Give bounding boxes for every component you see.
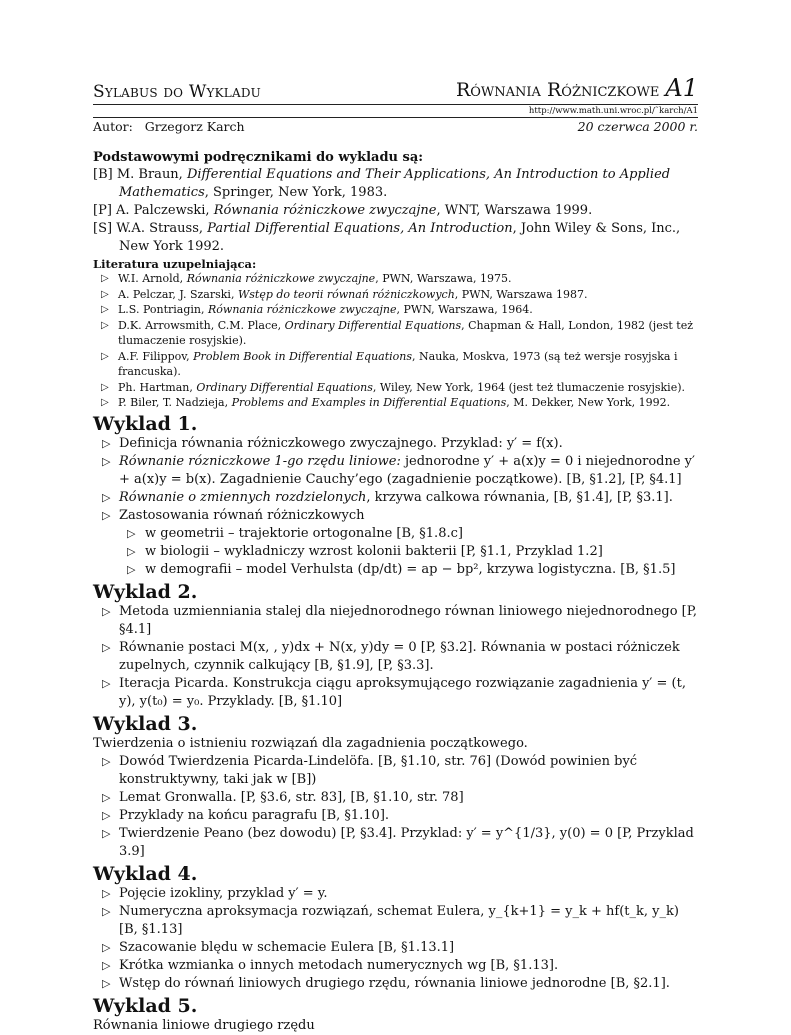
lit-item [93, 349, 698, 380]
header-right-title [456, 74, 698, 102]
ref-title: Differential Equations and Their Applications, An Introduction to Applied Mathematics [119, 167, 671, 200]
lecture-5-intro: Równania liniowe drugiego rzędu [93, 1017, 315, 1033]
item-text: Metoda uzmienniania stalej dla niejednorodnego równan liniowego niejednorodnego [P, §4.1] [119, 603, 697, 637]
item-text: Przyklady na końcu paragrafu [B, §1.10]. [119, 807, 390, 823]
lecture-3-item [93, 825, 698, 861]
syllabus-page [93, 72, 698, 1035]
triangle-bullet-icon: ▷ [102, 826, 111, 840]
item-text: Zastosowania równań różniczkowych [119, 507, 365, 523]
lecture-1-item [93, 435, 698, 453]
lecture-3-intro: Twierdzenia o istnieniu rozwiązań dla zagadnienia początkowego. [93, 735, 528, 751]
lecture-4-item [93, 885, 698, 903]
lit-title-text: Ordinary Differential Equations [284, 318, 462, 332]
author [93, 119, 245, 135]
item-text: Iteracja Picarda. Konstrukcja ciągu aproksymującego rozwiązanie zagadnienia y′ = (t, y), y(t₀) = y₀. Przyklady. [B, §1.10] [119, 675, 686, 709]
lecture-3-item [93, 753, 698, 789]
main-ref-item [93, 166, 698, 202]
ref-rest: , John Wiley & Sons, Inc., New York 1992. [119, 221, 681, 254]
lit-item [93, 395, 698, 411]
lit-list [93, 271, 698, 411]
lecture-3-item [93, 789, 698, 807]
ref-key: [B] [93, 167, 113, 182]
triangle-bullet-icon: ▷ [102, 904, 111, 918]
author-label: Autor: [93, 119, 133, 134]
author-name: Grzegorz Karch [144, 119, 245, 134]
ref-key: [P] [93, 203, 112, 218]
ref-key: [S] [93, 221, 113, 236]
triangle-bullet-icon: ▷ [101, 319, 109, 331]
lit-authors: D.K. Arrowsmith, C.M. Place, [118, 318, 282, 332]
triangle-bullet-icon: ▷ [101, 304, 109, 315]
triangle-bullet-icon: ▷ [102, 940, 111, 954]
lit-authors: A. Pelczar, J. Szarski, [118, 287, 235, 301]
triangle-bullet-icon: ▷ [102, 808, 111, 822]
lit-item [93, 302, 698, 318]
lecture-4-item [93, 903, 698, 939]
lit-title-text: Wstęp do teorii równań różniczkowych [237, 287, 455, 301]
triangle-bullet-icon: ▷ [101, 381, 109, 393]
item-italic: Równanie rózniczkowe 1-go rzędu liniowe: [119, 453, 401, 469]
lecture-1-subitem [93, 561, 698, 579]
triangle-bullet-icon: ▷ [101, 397, 109, 408]
lit-item [93, 287, 698, 303]
header-left-title: Sylabus do Wykladu [93, 82, 261, 102]
lecture-5-heading: Wyklad 5. [93, 994, 198, 1017]
lit-item [93, 271, 698, 287]
item-text: Lemat Gronwalla. [P, §3.6, str. 83], [B, §1.10, str. 78] [119, 789, 464, 805]
lit-authors: L.S. Pontriagin, [118, 303, 205, 316]
main-refs-list [93, 166, 698, 256]
item-italic: Równanie o zmiennych rozdzielonych [119, 489, 367, 505]
main-ref-item [93, 202, 698, 220]
lit-authors: W.I. Arnold, [118, 272, 184, 285]
lecture-3-heading: Wyklad 3. [93, 712, 198, 735]
item-text: Numeryczna aproksymacja rozwiązań, schemat Eulera, y_{k+1} = y_k + hf(t_k, y_k) [B, §1.13] [119, 903, 679, 937]
item-text: Krótka wzmianka o innych metodach numerycznych wg [B, §1.13]. [119, 957, 559, 973]
triangle-bullet-icon: ▷ [127, 526, 136, 540]
item-text: Dowód Twierdzenia Picarda-Lindelöfa. [B, §1.10, str. 76] (Dowód powinien być konstruktywny, taki jak w [B]) [119, 753, 638, 787]
triangle-bullet-icon: ▷ [127, 562, 136, 576]
lecture-2-item [93, 675, 698, 711]
ref-rest: , WNT, Warszawa 1999. [436, 203, 593, 218]
lit-title: Literatura uzupelniająca: [93, 257, 257, 271]
lit-rest: , Wiley, New York, 1964 (jest też tlumaczenie rosyjskie). [372, 380, 686, 394]
item-text: w biologii – wykladniczy wzrost kolonii bakterii [P, §1.1, Przyklad 1.2] [145, 543, 603, 559]
triangle-bullet-icon: ▷ [102, 958, 111, 972]
course-code: A1 [665, 74, 698, 102]
triangle-bullet-icon: ▷ [101, 273, 109, 284]
lit-rest: , M. Dekker, New York, 1992. [506, 396, 671, 409]
item-text: Równanie postaci M(x, , y)dx + N(x, y)dy = 0 [P, §3.2]. Równania w postaci różniczek zupelnych, czynnik calkujący [B, §1.9], [P, §3.3]. [119, 639, 680, 673]
lit-authors: Ph. Hartman, [118, 380, 193, 394]
lecture-1-heading: Wyklad 1. [93, 412, 198, 435]
ref-authors: M. Braun, [116, 167, 183, 182]
triangle-bullet-icon: ▷ [101, 288, 109, 300]
triangle-bullet-icon: ▷ [102, 754, 111, 768]
lit-rest: , Chapman & Hall, London, 1982 (jest też tlumaczenie rosyjskie). [118, 318, 694, 347]
author-line [93, 119, 698, 135]
lecture-4-item [93, 975, 698, 993]
lit-rest: , PWN, Warszawa, 1975. [375, 272, 512, 285]
lecture-4-item [93, 939, 698, 957]
lecture-1-item [93, 489, 698, 507]
lit-item [93, 380, 698, 396]
triangle-bullet-icon: ▷ [102, 790, 111, 804]
lecture-2-item [93, 603, 698, 639]
item-text: Twierdzenie Peano (bez dowodu) [P, §3.4]. Przyklad: y′ = y^{1/3}, y(0) = 0 [P, Przyklad 3.9] [119, 825, 694, 859]
lit-title-text: Równania różniczkowe zwyczajne [208, 303, 397, 316]
item-text: w geometrii – trajektorie ortogonalne [B, §1.8.c] [145, 525, 463, 541]
triangle-bullet-icon: ▷ [102, 454, 111, 468]
triangle-bullet-icon: ▷ [102, 436, 111, 450]
lit-item [93, 318, 698, 349]
ref-rest: , Springer, New York, 1983. [204, 185, 388, 200]
lit-authors: A.F. Filippov, [118, 349, 190, 363]
page-header [93, 72, 698, 102]
lit-title-text: Równania różniczkowe zwyczajne [186, 272, 376, 285]
course-url: http://www.math.uni.wroc.pl/˜karch/A1 [528, 106, 698, 116]
lit-authors: P. Biler, T. Nadzieja, [118, 396, 229, 409]
item-text: , krzywa calkowa równania, [B, §1.4], [P, §3.1]. [366, 489, 673, 505]
triangle-bullet-icon: ▷ [102, 490, 111, 504]
lit-rest: , Nauka, Moskva, 1973 (są też wersje rosyjska i francuska). [118, 349, 678, 378]
ref-title: Partial Differential Equations, An Introduction [207, 221, 513, 236]
triangle-bullet-icon: ▷ [101, 350, 109, 362]
triangle-bullet-icon: ▷ [102, 676, 111, 690]
lit-rest: , PWN, Warszawa 1987. [454, 287, 588, 301]
item-text: w demografii – model Verhulsta (dp/dt) = ap − bp², krzywa logistyczna. [B, §1.5] [145, 561, 676, 577]
lecture-3-item [93, 807, 698, 825]
lecture-2-heading: Wyklad 2. [93, 580, 198, 603]
main-ref-item [93, 220, 698, 256]
lecture-1-subitem [93, 525, 698, 543]
lecture-1-item [93, 507, 698, 525]
course-title: Równania Różniczkowe [455, 79, 660, 101]
ref-authors: W.A. Strauss, [116, 221, 204, 236]
item-text: Pojęcie izokliny, przyklad y′ = y. [119, 885, 328, 901]
lecture-1-subitem [93, 543, 698, 561]
document-date: 20 czerwca 2000 r. [577, 119, 698, 134]
lit-title-text: Problems and Examples in Differential Equations [231, 396, 507, 409]
main-refs-title: Podstawowymi podręcznikami do wykladu są: [93, 150, 424, 165]
ref-authors: A. Palczewski, [116, 203, 210, 218]
item-text: Definicja równania różniczkowego zwyczajnego. Przyklad: y′ = f(x). [119, 435, 563, 451]
item-text: Szacowanie blędu w schemacie Eulera [B, §1.13.1] [119, 939, 455, 955]
triangle-bullet-icon: ▷ [102, 640, 111, 654]
lit-title-text: Ordinary Differential Equations [196, 380, 373, 394]
url-rule [93, 117, 698, 118]
triangle-bullet-icon: ▷ [102, 976, 111, 990]
ref-title: Równania różniczkowe zwyczajne [213, 203, 437, 218]
lit-rest: , PWN, Warszawa, 1964. [396, 303, 533, 316]
lecture-2-item [93, 639, 698, 675]
item-text: Wstęp do równań liniowych drugiego rzędu, równania liniowe jednorodne [B, §2.1]. [119, 975, 670, 991]
triangle-bullet-icon: ▷ [102, 604, 111, 618]
triangle-bullet-icon: ▷ [102, 508, 111, 522]
lit-title-text: Problem Book in Differential Equations [193, 349, 413, 363]
triangle-bullet-icon: ▷ [127, 544, 136, 558]
lecture-4-heading: Wyklad 4. [93, 862, 198, 885]
triangle-bullet-icon: ▷ [102, 886, 111, 900]
lecture-4-item [93, 957, 698, 975]
lecture-1-item [93, 453, 698, 489]
item-text: jednorodne y′ + a(x)y = 0 i niejednorodne y′ + a(x)y = b(x). Zagadnienie Cauchy’ego (zagadnienie początkowe). [B, §1.2], [P, §4.1] [119, 453, 695, 487]
